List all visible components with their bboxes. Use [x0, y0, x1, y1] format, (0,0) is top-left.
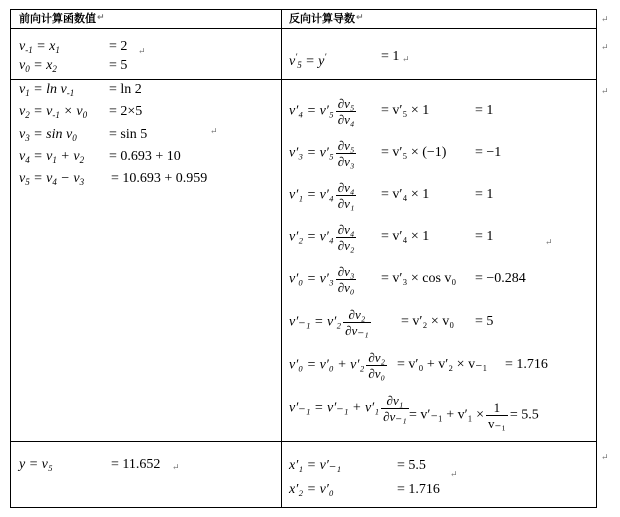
header-forward-text: 前向计算函数值	[19, 12, 96, 25]
value: = 5.5	[397, 458, 426, 473]
expression: = v′₃ × cos v₀	[381, 271, 457, 286]
para-mark: ↵	[450, 469, 458, 479]
reverse-row: v′₄ = v′₅ $\frac{\text{∂v₅}}{\text{∂v₄}}$ = v′₅ × 1 = 1	[289, 96, 494, 127]
row-divider-2	[11, 441, 596, 442]
value: = 10.693 + 0.959	[111, 171, 208, 186]
expression: = v′₄ × 1	[381, 187, 430, 202]
reverse-row: v′₀ = v′₃ $\frac{\text{∂v₃}}{\text{∂v₀}}$ = v′₃ × cos v₀ = −0.284	[289, 264, 526, 295]
header-divider	[11, 28, 596, 29]
value: = 1	[381, 49, 400, 64]
reverse-output-row: x′₂ = v′₀ = 1.716	[289, 482, 440, 497]
column-divider	[281, 10, 282, 507]
forward-output-row: y = v₅ = 11.652 ↵	[19, 457, 53, 473]
header-reverse-text: 反向计算导数	[289, 12, 355, 25]
reverse-output-row: x′₁ = v′₋₁ = 5.5 ↵	[289, 458, 341, 474]
value: = 5	[109, 58, 128, 73]
para-mark: ↵	[138, 46, 146, 56]
expression: = v′₅ × (−1)	[381, 145, 447, 160]
para-mark: ↵	[601, 14, 609, 24]
expression: = v′₄ × 1	[381, 229, 430, 244]
expression: = v′₀ + v′₂ × v₋₁	[397, 357, 488, 372]
forward-input-row: $v_0 = x_2$ = 5	[19, 58, 128, 74]
para-mark: ↵	[601, 86, 609, 96]
row-divider-1	[11, 79, 596, 80]
forward-row: $v_1 = \ln v_{-1}$ = ln 2	[19, 82, 142, 98]
expression: = v′₋₁ + v′₁ × $\frac{1}{\text{v₋₁}}$ = 5.5	[409, 400, 539, 431]
value: = 1	[475, 187, 494, 202]
para-mark: ↵	[172, 462, 180, 472]
value: = −0.284	[475, 271, 526, 286]
forward-row: $v_4 = v_1 + v_2$ = 0.693 + 10	[19, 149, 181, 165]
value: = 1.716	[505, 357, 548, 372]
value: = −1	[475, 145, 502, 160]
expression: = v′₅ × 1	[381, 103, 430, 118]
para-mark: ↵	[402, 54, 410, 64]
para-mark: ↵	[545, 237, 553, 247]
value: = 1	[475, 103, 494, 118]
forward-row: $v_3 = \sin v_0$ = sin 5 ↵	[19, 127, 77, 146]
para-mark: ↵	[356, 13, 364, 23]
reverse-row: v′₃ = v′₅ $\frac{\text{∂v₅}}{\text{∂v₃}}$ = v′₅ × (−1) = −1	[289, 138, 502, 169]
reverse-seed-row: $v'_5 = y'$ = 1 ↵	[289, 49, 410, 70]
value: = 5	[475, 314, 494, 329]
value: = 1.716	[397, 482, 440, 497]
header-forward	[19, 12, 105, 25]
para-mark: ↵	[210, 126, 218, 136]
value: = 2	[109, 39, 128, 54]
forward-input-row: $v_{-1} = x_1$ = 2 ↵	[19, 39, 60, 58]
para-mark: ↵	[601, 452, 609, 462]
reverse-row: v′₂ = v′₄ $\frac{\text{∂v₄}}{\text{∂v₂}}$ = v′₄ × 1 = 1 ↵	[289, 222, 553, 253]
value: = ln 2	[109, 82, 142, 97]
para-mark: ↵	[601, 42, 609, 52]
expression: = v′₂ × v₀	[401, 314, 455, 329]
reverse-row: v′₁ = v′₄ $\frac{\text{∂v₄}}{\text{∂v₁}}$ = v′₄ × 1 = 1	[289, 180, 494, 211]
para-mark: ↵	[97, 13, 105, 23]
reverse-row: v′₀ = v′₀ + v′₂ $\frac{\text{∂v₂}}{\text{∂v₀}}$ = v′₀ + v′₂ × v₋₁ = 1.716	[289, 350, 548, 381]
value: = sin 5	[109, 127, 148, 142]
forward-row: $v_5 = v_4 - v_3$ = 10.693 + 0.959	[19, 171, 208, 187]
value: = 11.652	[111, 457, 161, 472]
reverse-row: v′₋₁ = v′₂ $\frac{\text{∂v₂}}{\text{∂v₋₁}}$ = v′₂ × v₀ = 5	[289, 307, 494, 338]
derivative-table	[10, 9, 597, 508]
reverse-row: v′₋₁ = v′₋₁ + v′₁ $\frac{\text{∂v₁}}{\text{∂v₋₁}}$ = v′₋₁ + v′₁ × $\frac{1}{\text{v₋₁}}$ = 5.5	[289, 393, 539, 431]
value: = 0.693 + 10	[109, 149, 181, 164]
header-reverse	[289, 12, 364, 25]
value: = 2×5	[109, 104, 143, 119]
forward-row: $v_2 = v_{-1} \times v_0$ = 2×5	[19, 104, 143, 120]
value: = 1	[475, 229, 494, 244]
